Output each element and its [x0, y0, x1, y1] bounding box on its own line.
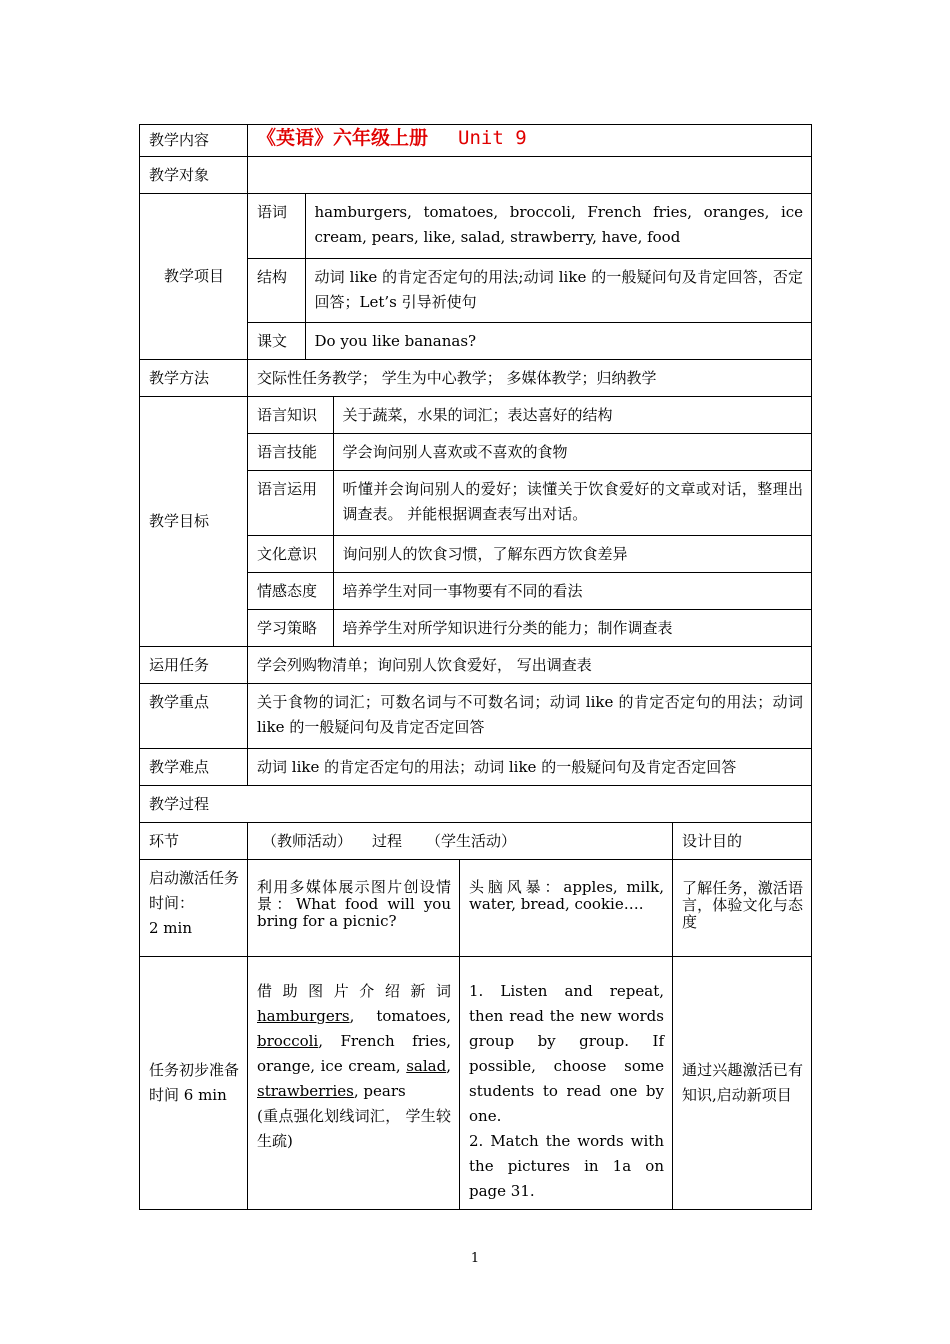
label-method: 教学方法 [140, 359, 248, 396]
label-goals: 教学目标 [140, 396, 248, 646]
process-header [140, 822, 812, 859]
row-method [140, 359, 812, 396]
unit-text: Unit 9 [458, 127, 527, 149]
header-stage: 环节 [140, 822, 248, 859]
goal-value: 培养学生对同一事物要有不同的看法 [333, 572, 811, 609]
course-title [248, 125, 812, 157]
word-salad: salad [406, 1056, 447, 1075]
stage-cell: 任务初步准备时间 6 min [140, 956, 248, 1209]
item-value: 动词 like 的肯定否定句的用法;动词 like 的一般疑问句及肯定回答，否定回答；Let’s 引导祈使句 [305, 258, 811, 322]
item-key: 语词 [248, 194, 305, 258]
items-subtable [248, 194, 811, 359]
value-method: 交际性任务教学； 学生为中心教学； 多媒体教学；归纳教学 [248, 359, 812, 396]
header-teacher: （教师活动） [262, 831, 353, 850]
header-process [248, 822, 673, 859]
row-target [140, 157, 812, 194]
goal-value: 关于蔬菜，水果的词汇；表达喜好的结构 [333, 397, 811, 434]
design-purpose: 了解任务，激活语言，体验文化与态度 [673, 859, 812, 956]
teacher-activity [248, 956, 460, 1209]
stage-cell [140, 859, 248, 956]
item-value: hamburgers, tomatoes, broccoli, French fries, oranges, ice cream, pears, like, salad, strawberry, have, food [305, 194, 811, 258]
row-process [140, 785, 812, 822]
header-student: （学生活动） [426, 831, 517, 850]
item-key: 课文 [248, 322, 305, 359]
row-task [140, 646, 812, 683]
lesson-plan-table [139, 124, 812, 1210]
student-step-1: 1. Listen and repeat, then read the new words group by group. If possible, choose some students to read one by one. [469, 981, 664, 1125]
title-text: 《英语》六年级上册 [257, 127, 429, 149]
label-task: 运用任务 [140, 646, 248, 683]
word-broccoli: broccoli [257, 1031, 319, 1050]
goal-value: 培养学生对所学知识进行分类的能力；制作调查表 [333, 609, 811, 646]
label-content: 教学内容 [140, 125, 248, 157]
row-items [140, 194, 812, 360]
goal-value: 询问别人的饮食习惯，了解东西方饮食差异 [333, 535, 811, 572]
goal-key: 语言知识 [248, 397, 333, 434]
process-row [140, 956, 812, 1209]
label-focus: 教学重点 [140, 683, 248, 748]
teacher-note: (重点强化划线词汇， 学生较生疏) [257, 1106, 451, 1150]
student-step-2: 2. Match the words with the pictures in 1a on page 31. [469, 1131, 664, 1200]
row-content [140, 125, 812, 157]
goal-value: 学会询问别人喜欢或不喜欢的食物 [333, 433, 811, 470]
value-difficulty: 动词 like 的肯定否定句的用法；动词 like 的一般疑问句及肯定否定回答 [248, 748, 812, 785]
student-activity [460, 956, 673, 1209]
header-middle: 过程 [372, 831, 403, 850]
goal-key: 情感态度 [248, 572, 333, 609]
page-number: 1 [470, 1251, 480, 1266]
stage-text: 启动激活任务时间： [149, 868, 240, 912]
row-goals [140, 396, 812, 646]
row-difficulty [140, 748, 812, 785]
student-activity: 头脑风暴：apples, milk, water, bread, cookie…. [460, 859, 673, 956]
stage-time: 2 min [149, 918, 192, 937]
goal-key: 文化意识 [248, 535, 333, 572]
label-target: 教学对象 [140, 157, 248, 194]
process-row [140, 859, 812, 956]
goal-value: 听懂并会询问别人的爱好；读懂关于饮食爱好的文章或对话，整理出调查表。 并能根据调查表写出对话。 [333, 470, 811, 535]
word-sep: , [446, 1056, 451, 1075]
teacher-intro: 借助图片介绍新词 [257, 981, 451, 1000]
value-focus: 关于食物的词汇；可数名词与不可数名词；动词 like 的肯定否定句的用法；动词 like 的一般疑问句及肯定否定回答 [248, 683, 812, 748]
teacher-activity: 利用多媒体展示图片创设情景：What food will you bring for a picnic? [248, 859, 460, 956]
label-items: 教学项目 [140, 194, 248, 360]
item-key: 结构 [248, 258, 305, 322]
goals-subtable [248, 397, 811, 646]
item-value: Do you like bananas? [305, 322, 811, 359]
label-process: 教学过程 [140, 785, 812, 822]
value-task: 学会列购物清单；询问别人饮食爱好， 写出调查表 [248, 646, 812, 683]
goal-key: 语言运用 [248, 470, 333, 535]
goal-key: 语言技能 [248, 433, 333, 470]
label-difficulty: 教学难点 [140, 748, 248, 785]
row-focus [140, 683, 812, 748]
word-strawberries: strawberries [257, 1081, 354, 1100]
value-target [248, 157, 812, 194]
word-sep: , French fries, orange, ice cream, [257, 1031, 451, 1075]
word-hamburgers: hamburgers [257, 1006, 350, 1025]
teacher-words [257, 1004, 451, 1104]
header-purpose: 设计目的 [673, 822, 812, 859]
design-purpose: 通过兴趣激活已有知识,启动新项目 [673, 956, 812, 1209]
word-sep: , pears [353, 1081, 406, 1100]
goal-key: 学习策略 [248, 609, 333, 646]
word-sep: , tomatoes, [349, 1006, 451, 1025]
